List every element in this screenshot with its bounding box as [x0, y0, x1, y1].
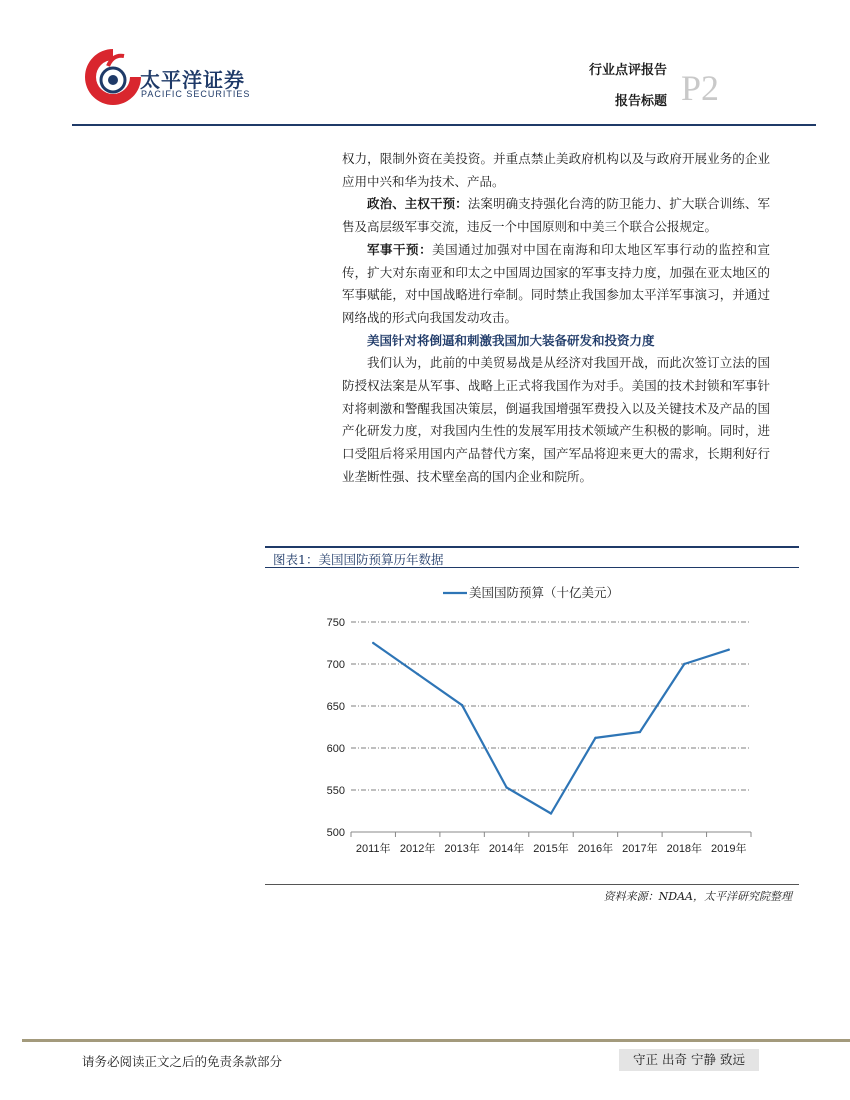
paragraph-2-lead: 政治、主权干预：	[367, 196, 468, 212]
figure-title: 图表1：美国国防预算历年数据	[273, 552, 444, 567]
line-chart	[265, 570, 799, 870]
section-subheading: 美国针对将倒逼和刺激我国加大装备研发和投资力度	[367, 332, 655, 348]
y-tick-label: 550	[326, 785, 345, 797]
x-tick-label: 2012年	[399, 843, 436, 855]
data-point	[416, 673, 418, 675]
y-tick-label: 700	[326, 659, 345, 671]
series-line	[373, 643, 729, 814]
data-point	[461, 704, 463, 706]
source-divider	[265, 884, 799, 885]
y-tick-label: 500	[326, 827, 345, 839]
paragraph-3-text: 美国通过加强对中国在南海和印太地区军事行动的监控和宣传，扩大对东南亚和印太之中国周边国家的军事支持力度，加强在亚太地区的军事赋能，对中国战略进行牵制。同时禁止我国参加太平洋军事演习，并通过网络战的形式向我国发动攻击。	[342, 241, 770, 325]
report-title: 报告标题	[614, 94, 667, 109]
x-tick-label: 2018年	[666, 843, 703, 855]
x-tick-label: 2013年	[444, 843, 480, 855]
report-type: 行业点评报告	[588, 63, 667, 78]
footer-motto: 守正 出奇 宁静 致远	[619, 1049, 759, 1071]
y-tick-label: 650	[326, 701, 345, 713]
figure-source: 资料来源：NDAA，太平洋研究院整理	[603, 890, 792, 903]
paragraph-2	[342, 193, 770, 238]
paragraph-4: 我们认为，此前的中美贸易战是从经济对我国开战，而此次签订立法的国防授权法案是从军事、战略上正式将我国作为对手。美国的技术封锁和军事针对将刺激和警醒我国决策层，倒逼我国增强军费投入以及关键技术及产品的国产化研发力度，对我国内生性的发展军用技术领域产生积极的影响。同时，进口受阻后将采用国内产品替代方案，国产军品将迎来更大的需求，长期利好行业垄断性强、技术壁垒高的国内企业和院所。	[342, 355, 770, 484]
paragraph-3-lead: 军事干预：	[367, 241, 433, 257]
legend-label: 美国国防预算（十亿美元）	[469, 585, 620, 600]
x-tick-label: 2019年	[711, 843, 747, 855]
figure-title-rule	[265, 567, 799, 568]
footer-divider	[22, 1039, 850, 1042]
x-tick-label: 2017年	[622, 843, 658, 855]
y-tick-label: 600	[326, 743, 345, 755]
x-tick-label: 2014年	[488, 843, 525, 855]
header-divider	[72, 124, 816, 126]
page-number: P2	[681, 68, 720, 108]
data-point	[372, 642, 374, 644]
data-point	[505, 786, 507, 788]
x-tick-label: 2011年	[355, 843, 391, 855]
data-point	[594, 737, 596, 739]
data-point	[683, 663, 685, 665]
company-name-en: PACIFIC SECURITIES	[141, 89, 251, 99]
paragraph-1: 权力，限制外资在美投资。并重点禁止美政府机构以及与政府开展业务的企业应用中兴和华为技术、产品。	[342, 151, 770, 189]
paragraph-3	[342, 239, 770, 330]
x-tick-label: 2016年	[577, 843, 614, 855]
data-point	[728, 649, 730, 651]
body-text	[342, 148, 770, 489]
data-point	[639, 731, 641, 733]
company-name-cn: 太平洋证券	[140, 68, 245, 92]
x-tick-label: 2015年	[533, 843, 569, 855]
company-logo-icon	[82, 46, 144, 108]
footer-disclaimer: 请务必阅读正文之后的免责条款部分	[82, 1054, 283, 1069]
paragraph-2-text: 法案明确支持强化台湾的防卫能力、扩大联合训练、军售及高层级军事交流，违反一个中国原则和中美三个联合公报规定。	[342, 196, 770, 235]
data-point	[550, 812, 552, 814]
figure-top-rule	[265, 546, 799, 548]
y-tick-label: 750	[326, 617, 345, 629]
